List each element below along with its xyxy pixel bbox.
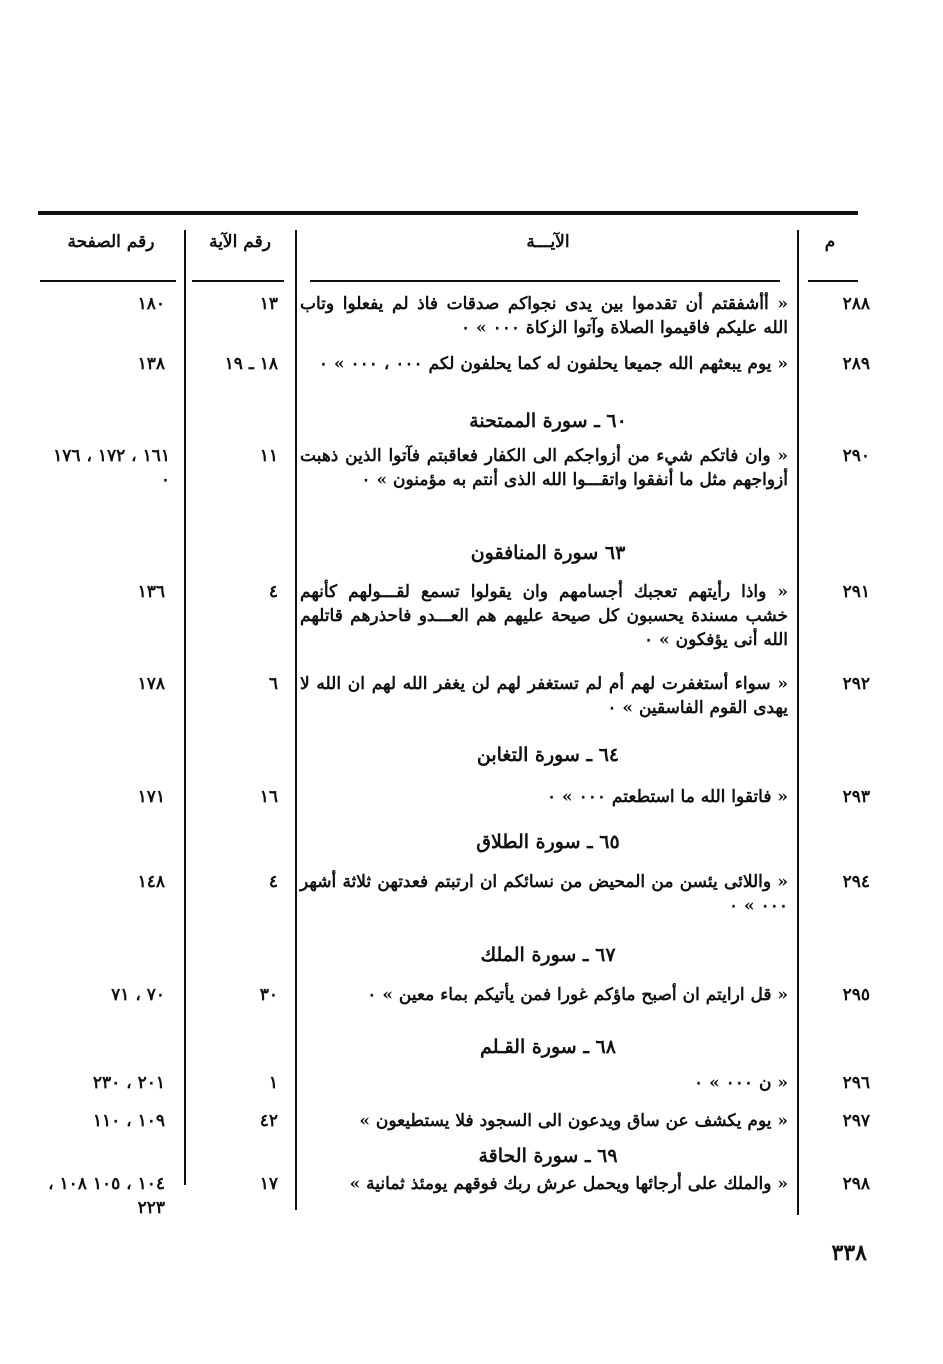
header-underline: [808, 280, 858, 282]
page-reference: ١٠٩ ، ١١٠: [92, 1111, 165, 1131]
verse-number: ٤: [268, 582, 278, 602]
top-rule: [38, 211, 858, 215]
row-number: ٢٩١: [842, 582, 870, 602]
row-number: ٢٩٧: [842, 1111, 870, 1131]
header-page: رقم الصفحة: [67, 232, 155, 252]
verse-text: « يوم يكشف عن ساق ويدعون الى السجود فلا يستطيعون »: [359, 1111, 788, 1131]
page-reference: ١٠٤ ، ١٠٥ ١٠٨ ، ٢٢٣: [48, 1174, 165, 1218]
row-number: ٢٨٨: [842, 294, 870, 314]
verse-number: ١٧: [259, 1174, 278, 1194]
page-reference: ١٧٨: [137, 674, 165, 694]
verse-number: ١: [268, 1073, 278, 1093]
verse-number: ٤٢: [259, 1111, 278, 1131]
verse-text: « والملك على أرجائها ويحمل عرش ربك فوقهم يومئذ ثمانية »: [349, 1174, 788, 1194]
row-number: ٢٨٩: [842, 354, 870, 374]
row-number: ٢٩٠: [842, 446, 870, 466]
row-number: ٢٩٦: [842, 1073, 870, 1093]
row-number: ٢٩٥: [842, 985, 870, 1005]
page-number: ٣٣٨: [831, 1240, 867, 1266]
column-divider-text: [797, 230, 799, 1215]
column-divider-aya: [295, 230, 297, 1210]
page-reference: ١٧١: [137, 787, 165, 807]
verse-text: « واذا رأيتهم تعجبك أجسامهم وان يقولوا تسمع لقـــولهم كأنهم خشب مسندة يحسبون كل صيحة عليهم هم العـــدو فاحذرهم قاتلهم الله أنى يؤفكون » ٠: [300, 582, 788, 650]
surah-heading: ٦٧ ـ سورة الملك: [480, 944, 616, 966]
header-num: م: [824, 232, 836, 252]
page-reference: ١٦١ ، ١٧٢ ، ١٧٦ ٠: [53, 446, 170, 490]
row-number: ٢٩٣: [842, 787, 870, 807]
header-text: الآيـــة: [526, 232, 570, 252]
verse-number: ٦: [268, 674, 278, 694]
page-reference: ١٨٠: [137, 294, 165, 314]
verse-text: « يوم يبعثهم الله جميعا يحلفون له كما يحلفون لكم ٠٠٠ ، ٠٠٠ » ٠: [318, 354, 788, 374]
page-reference: ٧٠ ، ٧١: [111, 985, 165, 1005]
verse-number: ١١: [259, 446, 278, 466]
verse-number: ٤: [268, 872, 278, 892]
surah-heading: ٦٩ ـ سورة الحاقة: [478, 1145, 618, 1167]
row-number: ٢٩٢: [842, 674, 870, 694]
verse-number: ١٦: [259, 787, 278, 807]
surah-heading: ٦٠ ـ سورة الممتحنة: [469, 410, 627, 432]
surah-heading: ٦٨ ـ سورة القـلم: [480, 1036, 616, 1058]
verse-text: « قل ارايتم ان أصبح ماؤكم غورا فمن يأتيكم بماء معين » ٠: [367, 985, 788, 1005]
verse-text: « واللائى يئسن من المحيض من نسائكم ان ارتبتم فعدتهن ثلاثة أشهر ٠٠٠ » ٠: [300, 872, 788, 916]
verse-number: ١٨ ـ ١٩: [224, 354, 278, 374]
header-underline: [192, 280, 284, 282]
surah-heading: ٦٤ ـ سورة التغابن: [476, 744, 620, 766]
surah-heading: ٦٥ ـ سورة الطلاق: [476, 831, 620, 853]
header-underline: [310, 280, 780, 282]
row-number: ٢٩٤: [842, 872, 870, 892]
verse-text: « فاتقوا الله ما استطعتم ٠٠٠ » ٠: [547, 787, 788, 807]
header-underline: [40, 280, 176, 282]
verse-number: ٣٠: [259, 985, 278, 1005]
verse-number: ١٣: [259, 294, 278, 314]
page-reference: ١٣٦: [137, 582, 165, 602]
page-reference: ٢٠١ ، ٢٣٠: [92, 1073, 165, 1093]
verse-text: « ن ٠٠٠ » ٠: [694, 1073, 788, 1093]
surah-heading: ٦٣ سورة المنافقون: [470, 542, 626, 564]
verse-text: « وان فاتكم شيء من أزواجكم الى الكفار فعاقبتم فآتوا الذين ذهبت أزواجهم مثل ما أنفقوا واتقـــوا الله الذى أنتم به مؤمنون » ٠: [300, 446, 788, 490]
row-number: ٢٩٨: [842, 1174, 870, 1194]
page-reference: ١٤٨: [137, 872, 165, 892]
page-reference: ١٣٨: [137, 354, 165, 374]
verse-text: « أأشفقتم أن تقدموا بين يدى نجواكم صدقات فاذ لم يفعلوا وتاب الله عليكم فاقيموا الصلاة وآتوا الزكاة ٠٠٠ » ٠: [300, 294, 788, 338]
header-aya: رقم الآية: [209, 232, 271, 252]
verse-text: « سواء أستغفرت لهم أم لم تستغفر لهم لن يغفر الله لهم ان الله لا يهدى القوم الفاسقين » ٠: [300, 674, 788, 718]
